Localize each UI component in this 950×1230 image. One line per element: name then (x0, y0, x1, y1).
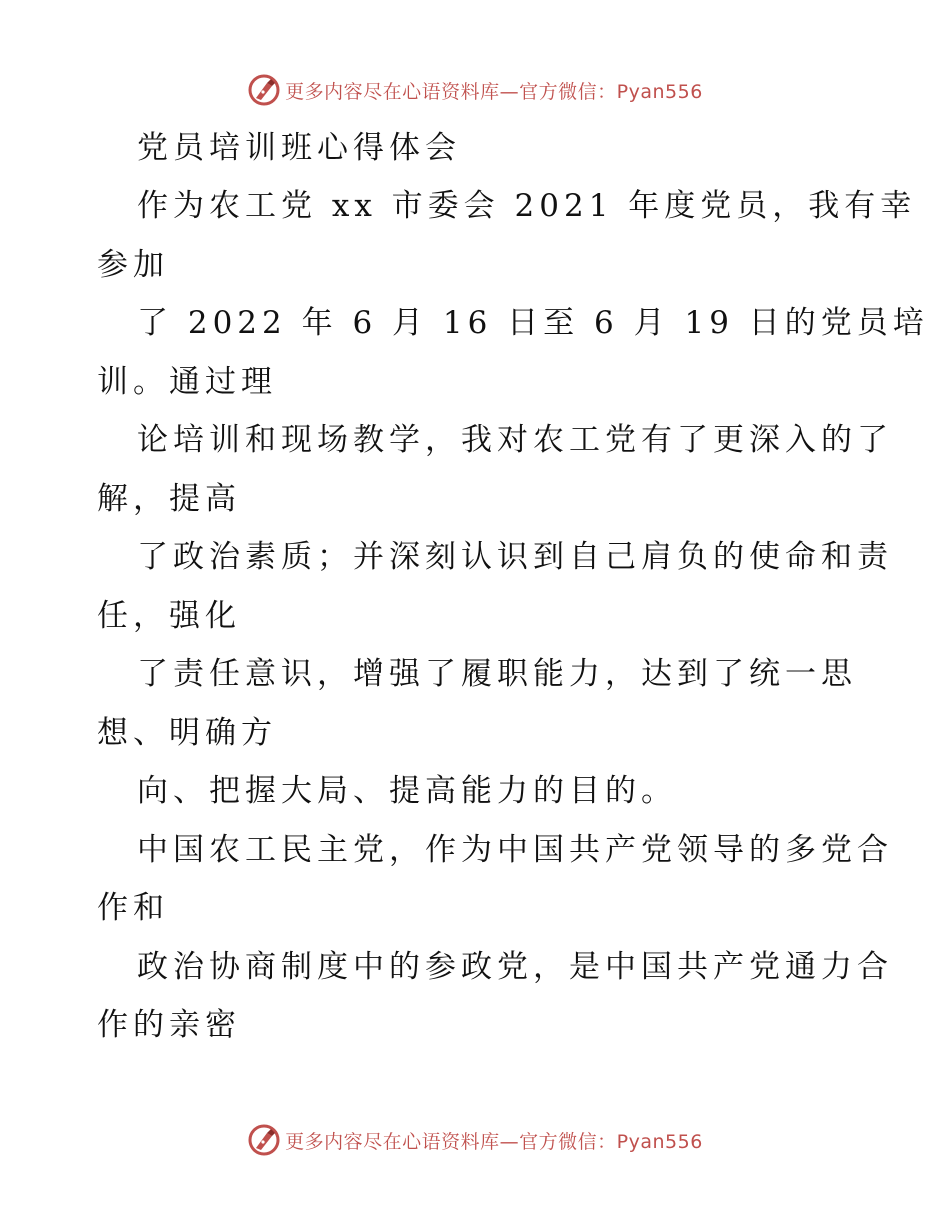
pen-nib-logo-icon (247, 1123, 281, 1157)
header-banner (0, 70, 950, 110)
paragraph-line: 作和 (97, 890, 169, 926)
paragraph-line: 向、把握大局、提高能力的目的。 (137, 773, 677, 809)
paragraph-line: 参加 (97, 247, 169, 283)
banner-text: 更多内容尽在心语资料库—官方微信：Pyan556 (285, 1130, 703, 1153)
banner-text: 更多内容尽在心语资料库—官方微信：Pyan556 (285, 80, 703, 103)
document-title: 党员培训班心得体会 (137, 130, 461, 166)
pen-nib-logo-icon (247, 73, 281, 107)
paragraph-line: 了政治素质；并深刻认识到自己肩负的使命和责 (137, 539, 893, 575)
paragraph-line: 政治协商制度中的参政党，是中国共产党通力合 (137, 949, 893, 985)
paragraph-line: 想、明确方 (97, 715, 277, 751)
paragraph-line: 论培训和现场教学，我对农工党有了更深入的了 (137, 422, 893, 458)
paragraph-line: 了 2022 年 6 月 16 日至 6 月 19 日的党员培 (137, 305, 929, 341)
paragraph-line: 任，强化 (97, 598, 241, 634)
paragraph-line: 作的亲密 (97, 1007, 241, 1043)
paragraph-line: 训。通过理 (97, 364, 277, 400)
paragraph-line: 作为农工党 xx 市委会 2021 年度党员，我有幸 (137, 188, 917, 224)
paragraph-line: 了责任意识，增强了履职能力，达到了统一思 (137, 656, 857, 692)
paragraph-line: 解，提高 (97, 481, 241, 517)
footer-banner (0, 1120, 950, 1160)
paragraph-line: 中国农工民主党，作为中国共产党领导的多党合 (137, 832, 893, 868)
